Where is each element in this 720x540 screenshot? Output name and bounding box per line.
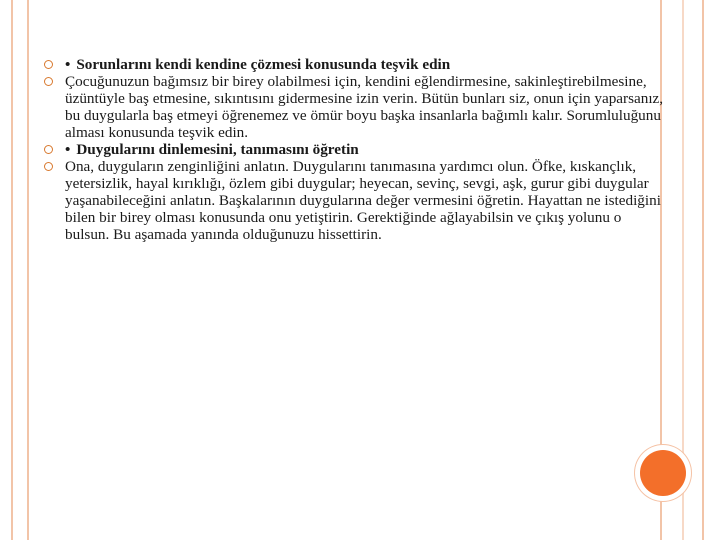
list-item-heading bbox=[44, 56, 664, 73]
inline-bullet: • bbox=[65, 56, 71, 73]
inline-bullet: • bbox=[65, 141, 71, 158]
body-text: Çocuğunuzun bağımsız bir birey olabilmesi için, kendini eğlendirmesine, sakinleştirebilmesine, üzüntüyle baş etmesine, sıkıntısını gidermesine izin verin. Bütün bunları siz, onun için yaparsanız, bu duygularla baş etmeyi öğrenemez ve ömür boyu başka insanlarla bağımlı kalır. Sorumluluğunu alması konusunda teşvik edin. bbox=[65, 73, 664, 141]
left-frame-decoration bbox=[11, 0, 29, 540]
bullet-circle-icon bbox=[44, 162, 53, 171]
list-item-body bbox=[44, 158, 664, 243]
bullet-circle-icon bbox=[44, 60, 53, 69]
list-item-body bbox=[44, 73, 664, 141]
heading-text: Sorunlarını kendi kendine çözmesi konusunda teşvik edin bbox=[76, 56, 451, 73]
bullet-list bbox=[44, 56, 664, 243]
bullet-circle-icon bbox=[44, 77, 53, 86]
accent-circle-decoration bbox=[640, 450, 686, 496]
list-item-heading bbox=[44, 141, 664, 158]
right-frame-inner-line bbox=[682, 0, 684, 540]
bullet-circle-icon bbox=[44, 145, 53, 154]
heading-text: Duygularını dinlemesini, tanımasını öğretin bbox=[76, 141, 359, 158]
body-text: Ona, duyguların zenginliğini anlatın. Duygularını tanımasına yardımcı olun. Öfke, kıskançlık, yetersizlik, hayal kırıklığı, özlem gibi duygular; heyecan, sevinç, sevgi, aşk, gurur gibi duygular yaşanabileceğini anlatın. Başkalarının duygularına değer vermesini öğretin. Hayattan ne istediğini bilen bir birey olması konusunda onu yetiştirin. Gerektiğinde ağlayabilsin ve çıkış yolunu o bulsun. Bu aşamada yanında olduğunuzu hissettirin. bbox=[65, 158, 661, 243]
slide-content bbox=[44, 56, 664, 243]
